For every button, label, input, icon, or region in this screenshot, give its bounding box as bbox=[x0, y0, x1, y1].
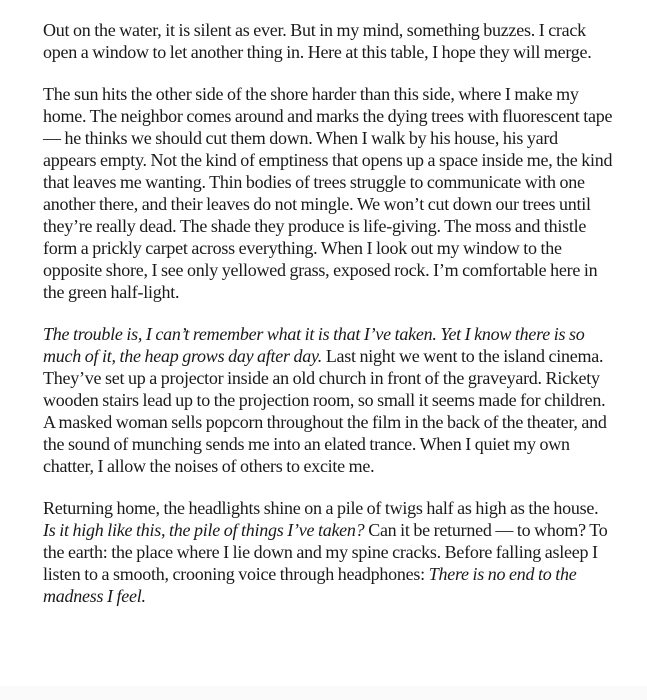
page-footer-band bbox=[0, 686, 647, 700]
italic-quote: There is no end to the madness I feel. bbox=[43, 564, 577, 606]
paragraph-text: Out on the water, it is silent as ever. But in my mind, something buzzes. I crack open a window to let another thing in. Here at this table, I hope they will merge. bbox=[43, 20, 592, 62]
paragraph-text: Returning home, the headlights shine on a pile of twigs half as high as the house. bbox=[43, 498, 599, 518]
paragraph-text: The sun hits the other side of the shore harder than this side, where I make my home. The neighbor comes around and marks the dying trees with fluorescent tape — he thinks we should cut them down. When I walk by his house, his yard appears empty. Not the kind of emptiness that opens up a space inside me, the kind that leaves me wanting. Thin bodies of trees struggle to communicate with one another there, and their leaves do not mingle. We won’t cut down our trees until they’re really dead. The shade they produce is life-giving. The moss and thistle form a prickly carpet across everything. When I look out my window to the opposite shore, I see only yellowed grass, exposed rock. I’m comfortable here in the green half-light. bbox=[43, 84, 613, 302]
paragraph-text: Can it be returned — to whom? To the earth: the place where I lie down and my spine cracks. Before falling asleep I listen to a smooth, crooning voice through headphones: bbox=[43, 520, 608, 584]
paragraph-2 bbox=[43, 83, 613, 303]
paragraph-4 bbox=[43, 497, 613, 607]
paragraph-text: Last night we went to the island cinema. They’ve set up a projector inside an old church in front of the graveyard. Rickety wooden stairs lead up to the projection room, so small it seems made for children. A masked woman sells popcorn throughout the film in the back of the theater, and the sound of munching sends me into an elated trance. When I quiet my own chatter, I allow the noises of others to excite me. bbox=[43, 346, 607, 476]
article-body bbox=[43, 19, 613, 627]
italic-passage: The trouble is, I can’t remember what it is that I’ve taken. Yet I know there is so much of it, the heap grows day after day. bbox=[43, 324, 585, 366]
paragraph-1 bbox=[43, 19, 613, 63]
italic-passage: Is it high like this, the pile of things I’ve taken? bbox=[43, 520, 365, 540]
paragraph-3 bbox=[43, 323, 613, 477]
